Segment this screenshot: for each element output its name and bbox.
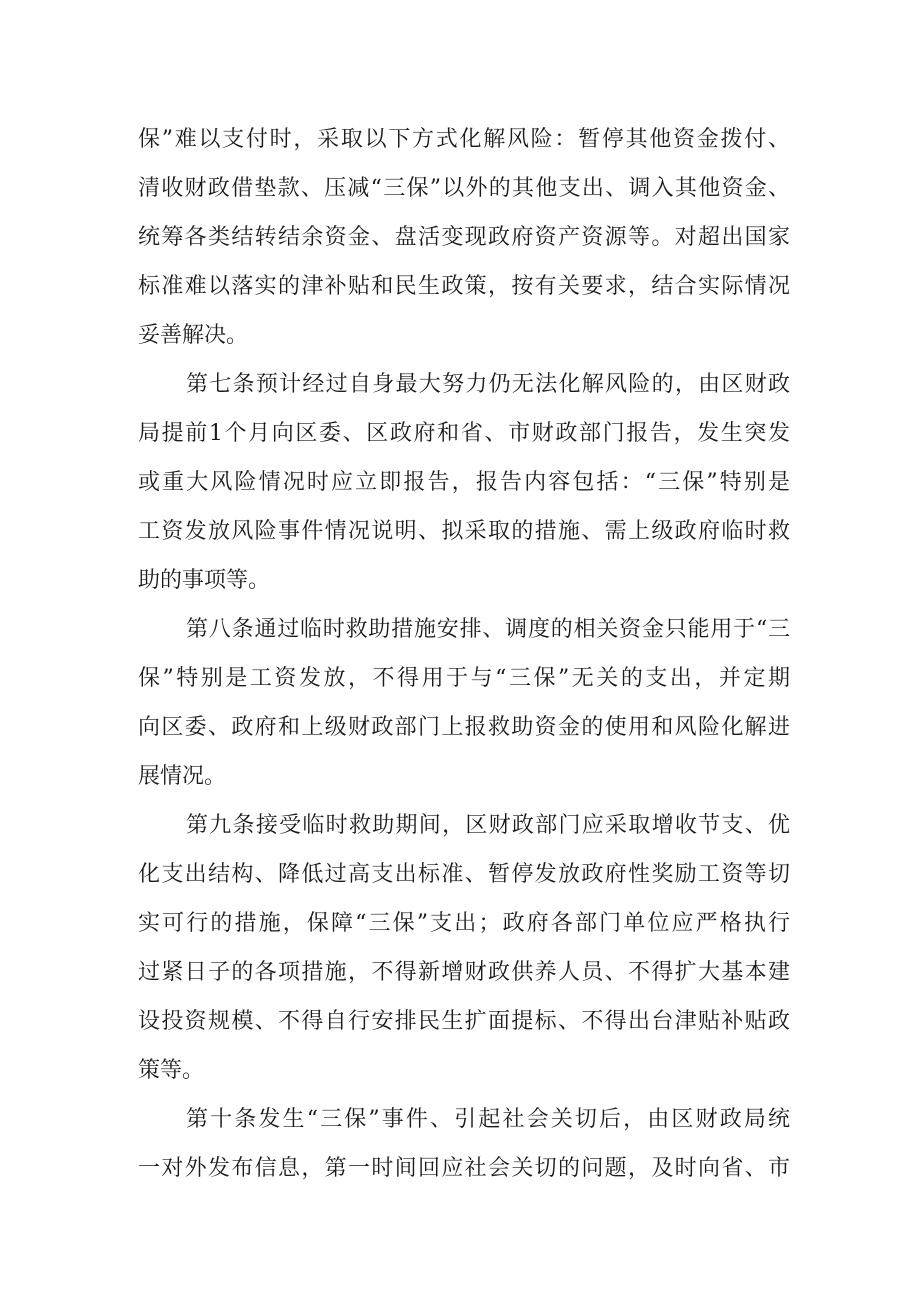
paragraph-line: 工资发放风险事件情况说明、拟采取的措施、需上级政府临时救 bbox=[138, 519, 790, 544]
paragraph-line: 化支出结构、降低过高支出标准、暂停发放政府性奖励工资等切 bbox=[138, 862, 790, 887]
paragraph-line: 助的事项等。 bbox=[138, 568, 271, 593]
paragraph-line: 保”特别是工资发放，不得用于与“三保”无关的支出，并定期 bbox=[138, 666, 790, 691]
paragraph-line: 策等。 bbox=[138, 1058, 205, 1083]
paragraph-line: 过紧日子的各项措施，不得新增财政供养人员、不得扩大基本建 bbox=[138, 960, 790, 985]
paragraph-line: 局提前1个月向区委、区政府和省、市财政部门报告，发生突发 bbox=[138, 421, 790, 446]
paragraph-line: 保”难以支付时，采取以下方式化解风险：暂停其他资金拨付、 bbox=[138, 127, 790, 152]
article-10-first-line: 第十条发生“三保”事件、引起社会关切后，由区财政局统 bbox=[186, 1107, 790, 1132]
paragraph-line: 清收财政借垫款、压减“三保”以外的其他支出、调入其他资金、 bbox=[138, 176, 790, 201]
article-9-first-line: 第九条接受临时救助期间，区财政部门应采取增收节支、优 bbox=[186, 813, 790, 838]
paragraph-line: 妥善解决。 bbox=[138, 323, 249, 348]
paragraph-line: 实可行的措施，保障“三保”支出；政府各部门单位应严格执行 bbox=[138, 911, 790, 936]
paragraph-line: 或重大风险情况时应立即报告，报告内容包括：“三保”特别是 bbox=[138, 470, 790, 495]
paragraph-line: 统筹各类结转结余资金、盘活变现政府资产资源等。对超出国家 bbox=[138, 225, 790, 250]
paragraph-line: 向区委、政府和上级财政部门上报救助资金的使用和风险化解进 bbox=[138, 715, 790, 740]
paragraph-line: 展情况。 bbox=[138, 764, 227, 789]
paragraph-line: 设投资规模、不得自行安排民生扩面提标、不得出台津贴补贴政 bbox=[138, 1009, 790, 1034]
article-8-first-line: 第八条通过临时救助措施安排、调度的相关资金只能用于“三 bbox=[186, 617, 790, 642]
paragraph-line: 标准难以落实的津补贴和民生政策，按有关要求，结合实际情况 bbox=[138, 274, 790, 299]
article-7-first-line: 第七条预计经过自身最大努力仍无法化解风险的，由区财政 bbox=[186, 372, 790, 397]
paragraph-line: 一对外发布信息，第一时间回应社会关切的问题，及时向省、市 bbox=[138, 1156, 790, 1181]
